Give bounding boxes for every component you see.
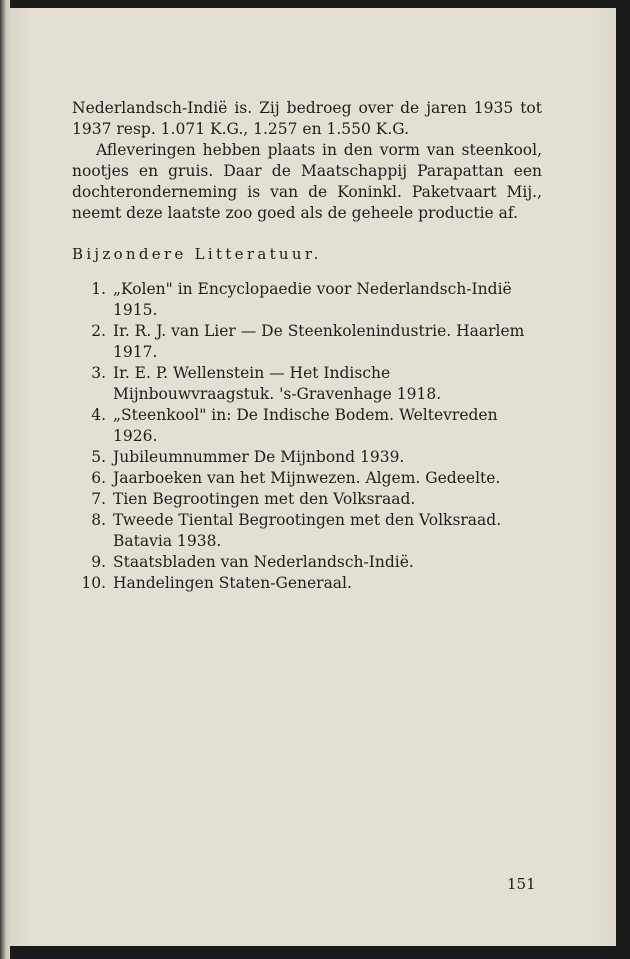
literature-heading: Bijzondere Litteratuur. bbox=[72, 245, 322, 263]
item-text: Ir. E. P. Wellenstein — Het Indische Mijnbouwvraagstuk. 's-Gravenhage 1918. bbox=[113, 364, 442, 403]
item-text: Jubileumnummer De Mijnbond 1939. bbox=[113, 448, 405, 466]
item-number: 7. bbox=[91, 490, 106, 508]
item-number: 8. bbox=[91, 511, 106, 529]
list-item bbox=[72, 489, 542, 510]
item-text: Ir. R. J. van Lier — De Steenkolenindustrie. Haarlem 1917. bbox=[113, 322, 525, 361]
item-text: Tweede Tiental Begrootingen met den Volksraad. Batavia 1938. bbox=[113, 511, 502, 550]
item-number: 3. bbox=[91, 364, 106, 382]
page-number: 151 bbox=[507, 875, 536, 893]
list-item bbox=[72, 363, 542, 405]
list-item bbox=[72, 468, 542, 489]
item-number: 2. bbox=[91, 322, 106, 340]
item-text: „Steenkool" in: De Indische Bodem. Weltevreden 1926. bbox=[113, 406, 498, 445]
list-item bbox=[72, 405, 542, 447]
page-content bbox=[72, 98, 542, 594]
item-number: 4. bbox=[91, 406, 106, 424]
item-text: Staatsbladen van Nederlandsch-Indië. bbox=[113, 553, 414, 571]
literature-list bbox=[72, 279, 542, 594]
list-item bbox=[72, 321, 542, 363]
item-text: „Kolen" in Encyclopaedie voor Nederlandsch-Indië 1915. bbox=[113, 280, 512, 319]
item-text: Jaarboeken van het Mijnwezen. Algem. Gedeelte. bbox=[113, 469, 501, 487]
item-text: Handelingen Staten-Generaal. bbox=[113, 574, 352, 592]
item-number: 10. bbox=[81, 574, 106, 592]
paragraph: Afleveringen hebben plaats in den vorm van steenkool, nootjes en gruis. Daar de Maatschappij Parapattan een dochteronderneming is van de Koninkl. Paketvaart Mij., neemt deze laatste zoo goed als de geheele productie af. bbox=[72, 141, 542, 222]
item-number: 6. bbox=[91, 469, 106, 487]
item-number: 1. bbox=[91, 280, 106, 298]
item-number: 5. bbox=[91, 448, 106, 466]
list-item bbox=[72, 447, 542, 468]
list-item bbox=[72, 573, 542, 594]
paragraph: Nederlandsch-Indië is. Zij bedroeg over de jaren 1935 tot 1937 resp. 1.071 K.G., 1.257 en 1.550 K.G. bbox=[72, 99, 542, 138]
book-spine bbox=[0, 0, 10, 959]
list-item bbox=[72, 279, 542, 321]
list-item bbox=[72, 510, 542, 552]
list-item bbox=[72, 552, 542, 573]
item-number: 9. bbox=[91, 553, 106, 571]
item-text: Tien Begrootingen met den Volksraad. bbox=[113, 490, 416, 508]
